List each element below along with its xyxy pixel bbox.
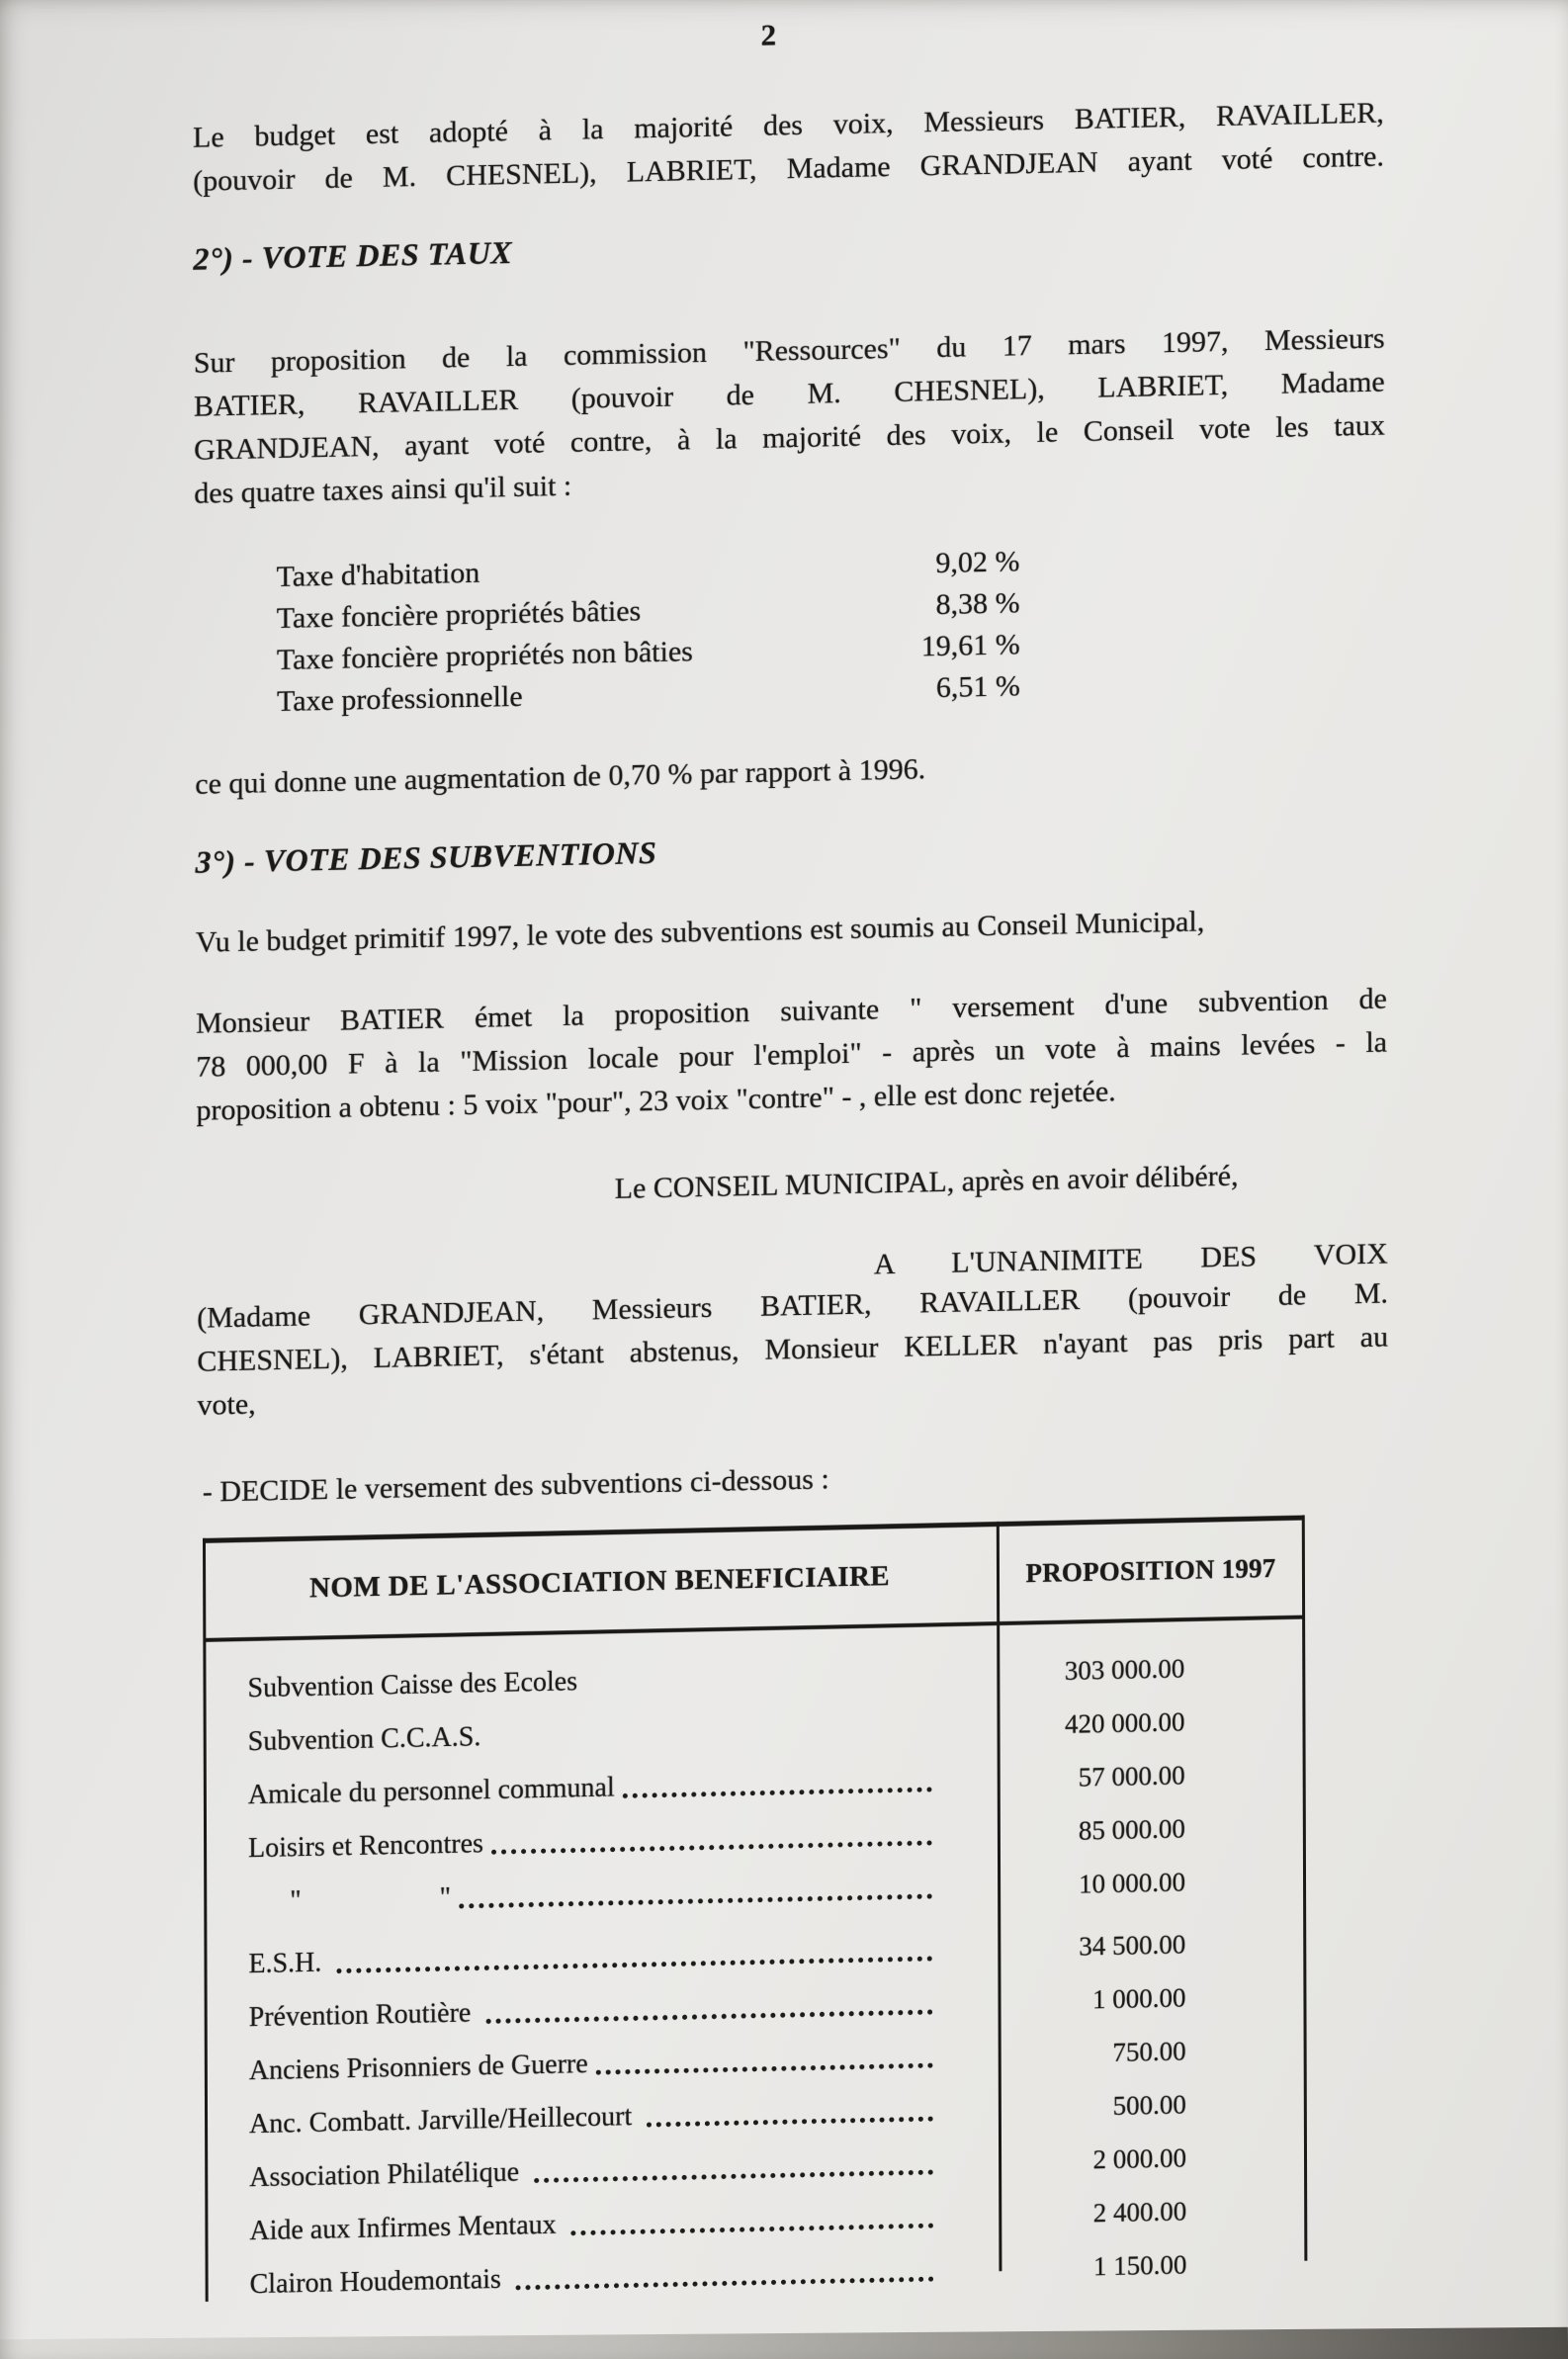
amount-cell: 1 150.00	[1092, 2249, 1187, 2282]
association-cell	[204, 1866, 998, 1922]
association-cell	[206, 2248, 1000, 2305]
amount-cell: 85 000.00	[1078, 1813, 1185, 1846]
association-cell	[204, 1812, 998, 1869]
amount-cell: 10 000.00	[1079, 1867, 1186, 1899]
amount-cell: 303 000.00	[1064, 1653, 1185, 1686]
paragraph-line: Vu le budget primitif 1997, le vote des subventions est soumis au Conseil Municipal,	[195, 905, 1205, 959]
paragraph-line: CHESNEL), LABRIET, s'étant abstenus, Monsieur KELLER n'ayant pas pris part au	[197, 1320, 1389, 1378]
amount-cell: 2 400.00	[1092, 2196, 1187, 2228]
dotted-leader	[516, 2277, 934, 2291]
dotted-leader	[491, 1841, 932, 1855]
tax-rate-value: 6,51 %	[935, 669, 1020, 705]
dotted-leader	[571, 2224, 934, 2236]
paragraph-line: Sur proposition de la commission "Ressources" du 17 mars 1997, Messieurs	[193, 321, 1385, 380]
amount-cell: 420 000.00	[1064, 1706, 1185, 1739]
paragraph-line: GRANDJEAN, ayant voté contre, à la majorité des voix, le Conseil vote les taux	[194, 408, 1385, 467]
association-cell	[205, 2195, 999, 2251]
paragraph-line: (pouvoir de M. CHESNEL), LABRIET, Madame GRANDJEAN ayant voté contre.	[193, 139, 1384, 198]
dotted-leader	[336, 1957, 932, 1974]
deliberation-line: Le CONSEIL MUNICIPAL, après en avoir délibéré,	[614, 1159, 1239, 1206]
association-label: Anc. Combatt. Jarville/Heillecourt	[248, 2100, 640, 2141]
association-label: E.S.H.	[248, 1947, 329, 1980]
amount-cell: 34 500.00	[1079, 1929, 1186, 1962]
association-cell	[205, 2035, 999, 2091]
association-label: Aide aux Infirmes Mentaux	[249, 2209, 564, 2247]
tax-rate-label: Taxe d'habitation	[276, 556, 480, 594]
tax-rate-label: Taxe professionnelle	[276, 679, 523, 719]
association-label: Association Philatélique	[249, 2156, 527, 2194]
association-label: Anciens Prisonniers de Guerre	[248, 2048, 588, 2087]
association-cell	[205, 2088, 999, 2144]
association-cell	[204, 1705, 998, 1762]
amount-cell: 500.00	[1112, 2089, 1186, 2121]
paragraph-line: Le budget est adopté à la majorité des voix, Messieurs BATIER, RAVAILLER,	[192, 96, 1384, 154]
dotted-leader	[459, 1894, 932, 1909]
association-label: Clairon Houdemontais	[249, 2263, 508, 2301]
unanimity-line: A L'UNANIMITE DES VOIX	[873, 1237, 1388, 1281]
decide-line: - DECIDE le versement des subventions ci-dessous :	[202, 1462, 829, 1509]
subventions-table	[203, 1516, 1307, 2302]
paragraph-line: vote,	[197, 1387, 256, 1422]
dotted-leader	[534, 2170, 933, 2183]
dotted-leader	[485, 2010, 932, 2024]
amount-cell: 750.00	[1112, 2036, 1186, 2067]
paragraph-line: Monsieur BATIER émet la proposition suivante " versement d'une subvention de	[196, 982, 1387, 1040]
section-heading-vote-des-taux: 2°) - VOTE DES TAUX	[193, 234, 513, 277]
association-cell	[204, 1928, 998, 1984]
association-cell	[203, 1652, 997, 1708]
amount-cell: 2 000.00	[1092, 2142, 1187, 2175]
tax-rate-value: 9,02 %	[935, 545, 1020, 580]
table-rows	[203, 1619, 1307, 2312]
association-label: Prévention Routière	[248, 1997, 479, 2034]
page-number: 2	[760, 17, 777, 52]
association-label: Amicale du personnel communal	[247, 1772, 615, 1810]
tax-rate-label: Taxe foncière propriétés bâties	[276, 594, 642, 636]
association-label: Loisirs et Rencontres	[248, 1828, 484, 1865]
section-heading-vote-des-subventions: 3°) - VOTE DES SUBVENTIONS	[195, 834, 657, 880]
tax-rate-label: Taxe foncière propriétés non bâties	[276, 635, 693, 677]
association-cell	[204, 1759, 998, 1815]
dotted-leader	[596, 2063, 933, 2075]
table-header-proposition: PROPOSITION 1997	[1025, 1552, 1276, 1588]
table-header-association: NOM DE L'ASSOCIATION BENEFICIAIRE	[309, 1559, 891, 1605]
amount-cell: 1 000.00	[1091, 1982, 1186, 2015]
tax-rate-value: 8,38 %	[935, 586, 1020, 622]
association-label: Subvention Caisse des Ecoles	[247, 1665, 578, 1704]
paragraph-line: ce qui donne une augmentation de 0,70 % par rapport à 1996.	[195, 752, 926, 801]
paragraph-line: (Madame GRANDJEAN, Messieurs BATIER, RAVAILLER (pouvoir de M.	[197, 1276, 1389, 1335]
paragraph-line: 78 000,00 F à la "Mission locale pour l'emploi" - après un vote à mains levées - la	[196, 1025, 1388, 1084]
dotted-leader	[647, 2117, 933, 2128]
dotted-leader	[623, 1787, 932, 1798]
paragraph-line: des quatre taxes ainsi qu'il suit :	[194, 469, 572, 510]
paragraph-line: BATIER, RAVAILLER (pouvoir de M. CHESNEL), LABRIET, Madame	[193, 365, 1385, 423]
association-label: Subvention C.C.A.S.	[247, 1721, 481, 1757]
paragraph-line: proposition a obtenu : 5 voix "pour", 23 voix "contre" - , elle est donc rejetée.	[196, 1075, 1116, 1127]
tax-rate-value: 19,61 %	[920, 628, 1020, 663]
association-cell	[205, 2141, 999, 2198]
association-cell	[205, 1981, 999, 2038]
association-label: " "	[248, 1881, 452, 1918]
amount-cell: 57 000.00	[1078, 1760, 1185, 1792]
